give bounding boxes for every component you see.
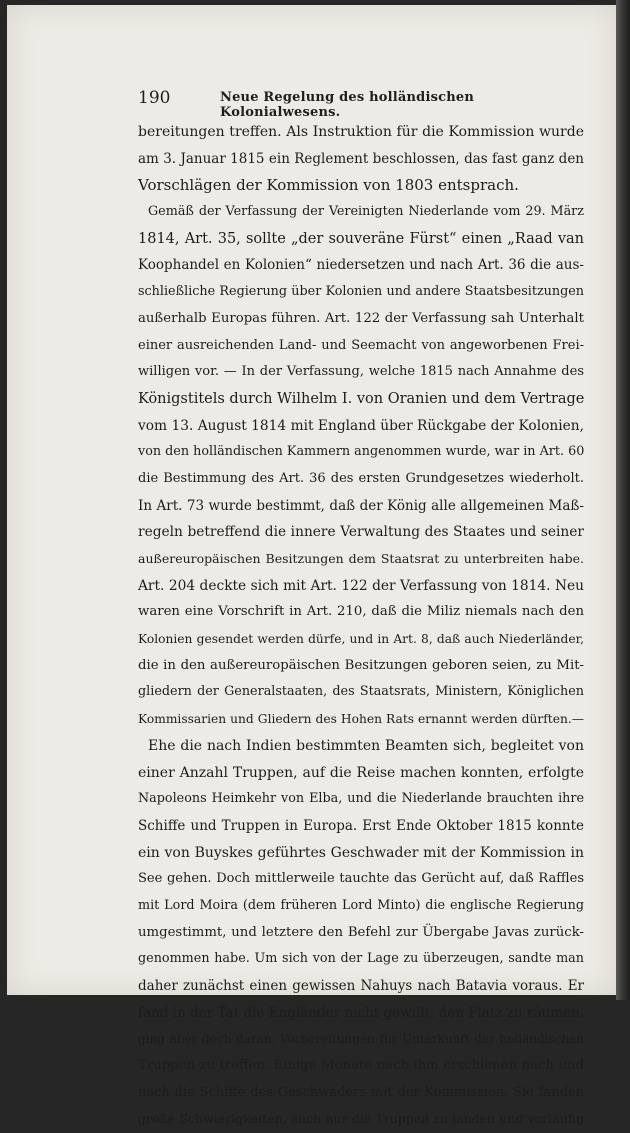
text-line: Koophandel en Kolonien“ niedersetzen und nach Art. 36 die aus-: [138, 257, 584, 274]
text-line: 1814, Art. 35, sollte „der souveräne Fürst“ einen „Raad van: [138, 230, 584, 247]
text-line: daher zunächst einen gewissen Nahuys nach Batavia voraus. Er: [138, 978, 584, 994]
text-line: Napoleons Heimkehr von Elba, und die Niederlande brauchten ihre: [138, 791, 584, 807]
text-line: umgestimmt, und letztere den Befehl zur Übergabe Javas zurück-: [138, 924, 584, 940]
page-number: 190: [138, 88, 171, 108]
text-line: große Schwierigkeiten, auch nur die Truppen zu landen und vorläufig: [138, 1111, 584, 1127]
text-line: In Art. 73 wurde bestimmt, daß der König alle allgemeinen Maß-: [138, 497, 584, 514]
running-title: Neue Regelung des holländischen Kolonialwesens.: [220, 90, 475, 120]
text-line: Vorschlägen der Kommission von 1803 entsprach.: [138, 176, 519, 195]
text-line: fand in der Tat die Engländer nicht gewillt, den Platz zu räumen,: [138, 1004, 584, 1021]
text-line: die Bestimmung des Art. 36 des ersten Grundgesetzes wiederholt.: [138, 470, 584, 486]
text-line: ging aber doch daran, Vorbereitungen für Unterkunft der holländischen: [138, 1032, 584, 1047]
text-line: willigen vor. — In der Verfassung, welche 1815 nach Annahme des: [138, 364, 584, 380]
text-line: außerhalb Europas führen. Art. 122 der Verfassung sah Unterhalt: [138, 310, 584, 326]
text-line: Schiffe und Truppen in Europa. Erst Ende Oktober 1815 konnte: [138, 817, 584, 834]
text-line: regeln betreffend die innere Verwaltung des Staates und seiner: [138, 524, 584, 541]
page-header: [138, 86, 584, 120]
text-line: Kommissarien und Gliedern des Hohen Rats ernannt werden dürften.—: [138, 712, 584, 727]
text-line: Truppen zu treffen. Einige Monate nach ihm erschienen nach und: [138, 1058, 584, 1074]
text-line: nach die Schiffe des Geschwaders mit der Kommission. Sie fanden: [138, 1084, 584, 1100]
text-line: Art. 204 deckte sich mit Art. 122 der Verfassung von 1814. Neu: [138, 577, 584, 594]
text-line: bereitungen treffen. Als Instruktion für die Kommission wurde: [138, 124, 584, 140]
text-line: von den holländischen Kammern angenommen wurde, war in Art. 60: [138, 444, 585, 460]
text-line: die in den außereuropäischen Besitzungen geboren seien, zu Mit-: [138, 657, 584, 673]
text-line: ein von Buyskes geführtes Geschwader mit der Kommission in: [138, 844, 584, 861]
body-text: [138, 119, 584, 1133]
text-line: genommen habe. Um sich von der Lage zu überzeugen, sandte man: [138, 951, 584, 967]
text-line: außereuropäischen Besitzungen dem Staatsrat zu unterbreiten habe.: [138, 551, 584, 566]
text-line: mit Lord Moira (dem früheren Lord Minto) die englische Regierung: [138, 897, 584, 913]
text-line: einer Anzahl Truppen, auf die Reise machen konnten, erfolgte: [138, 764, 584, 781]
text-line: einer ausreichenden Land- und Seemacht von angeworbenen Frei-: [138, 337, 584, 353]
text-line: vom 13. August 1814 mit England über Rückgabe der Kolonien,: [138, 417, 584, 434]
text-line: Gemäß der Verfassung der Vereinigten Niederlande vom 29. März: [148, 204, 584, 220]
text-line: schließliche Regierung über Kolonien und andere Staatsbesitzungen: [138, 284, 584, 300]
text-line: gliedern der Generalstaaten, des Staatsrats, Ministern, Königlichen: [138, 684, 584, 700]
text-line: Königstitels durch Wilhelm I. von Oranien und dem Vertrage: [138, 390, 585, 407]
book-gutter: [616, 0, 630, 1000]
text-line: waren eine Vorschrift in Art. 210, daß die Miliz niemals nach den: [138, 604, 584, 620]
text-line: Kolonien gesendet werden dürfe, und in Art. 8, daß auch Niederländer,: [138, 632, 584, 647]
text-line: am 3. Januar 1815 ein Reglement beschlossen, das fast ganz den: [138, 150, 584, 167]
text-line: See gehen. Doch mittlerweile tauchte das Gerücht auf, daß Raffles: [138, 871, 584, 887]
text-line: Ehe die nach Indien bestimmten Beamten sich, begleitet von: [148, 737, 584, 754]
